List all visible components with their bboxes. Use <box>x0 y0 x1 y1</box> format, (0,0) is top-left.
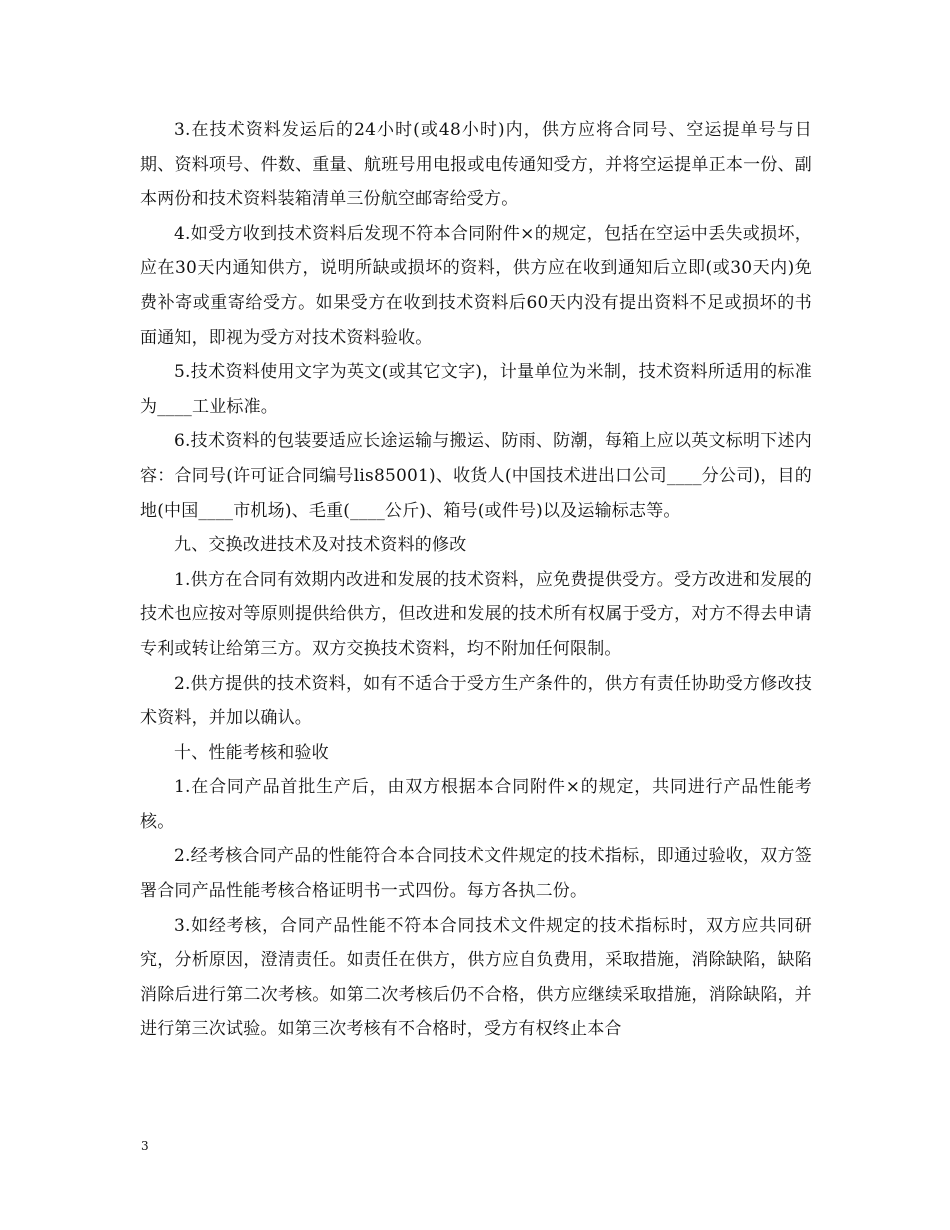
paragraph-failed-test: 3.如经考核，合同产品性能不符本合同技术文件规定的技术指标时，双方应共同研究，分析原因，澄清责任。如责任在供方，供方应自负费用，采取措施，消除缺陷，缺陷消除后进行第二次考核。如第二次考核后仍不合格，供方应继续采取措施，消除缺陷，并进行第三次试验。如第三次考核有不合格时，受方有权终止本合 <box>140 915 812 1040</box>
paragraph-modification-assistance: 2.供方提供的技术资料，如有不适合于受方生产条件的，供方有责任协助受方修改技术资料，并加以确认。 <box>140 673 812 729</box>
paragraph-acceptance-certificate: 2.经考核合同产品的性能符合本合同技术文件规定的技术指标，即通过验收，双方签署合同产品性能考核合格证明书一式四份。每方各执二份。 <box>140 846 812 902</box>
paragraph-performance-test: 1.在合同产品首批生产后，由双方根据本合同附件×的规定，共同进行产品性能考核。 <box>140 777 812 832</box>
paragraph-language-standards: 5.技术资料使用文字为英文(或其它文字)，计量单位为米制，技术资料所适用的标准为____工业标准。 <box>140 362 812 417</box>
page-number: 3 <box>141 1139 149 1153</box>
section-heading-nine: 九、交换改进技术及对技术资料的修改 <box>174 535 467 556</box>
paragraph-delivery-notice: 3.在技术资料发运后的24小时(或48小时)内，供方应将合同号、空运提单号与日期、资料项号、件数、重量、航班号用电报或电传通知受方，并将空运提单正本一份、副本两份和技术资料装箱清单三份航空邮寄给受方。 <box>140 120 812 210</box>
section-heading-ten: 十、性能考核和验收 <box>174 742 329 763</box>
paragraph-improvements-exchange: 1.供方在合同有效期内改进和发展的技术资料，应免费提供受方。受方改进和发展的技术也应按对等原则提供给供方，但改进和发展的技术所有权属于受方，对方不得去申请专利或转让给第三方。双方交换技术资料，均不附加任何限制。 <box>140 569 812 659</box>
paragraph-packaging: 6.技术资料的包装要适应长途运输与搬运、防雨、防潮，每箱上应以英文标明下述内容：合同号(许可证合同编号lis85001)、收货人(中国技术进出口公司____分公司)，目的地(中国____市机场)、毛重(____公斤)、箱号(或件号)以及运输标志等。 <box>140 431 812 521</box>
paragraph-missing-materials: 4.如受方收到技术资料后发现不符本合同附件×的规定，包括在空运中丢失或损坏，应在30天内通知供方，说明所缺或损坏的资料，供方应在收到通知后立即(或30天内)免费补寄或重寄给受方。如果受方在收到技术资料后60天内没有提出资料不足或损坏的书面通知，即视为受方对技术资料验收。 <box>140 223 812 348</box>
document-body <box>140 113 812 1047</box>
